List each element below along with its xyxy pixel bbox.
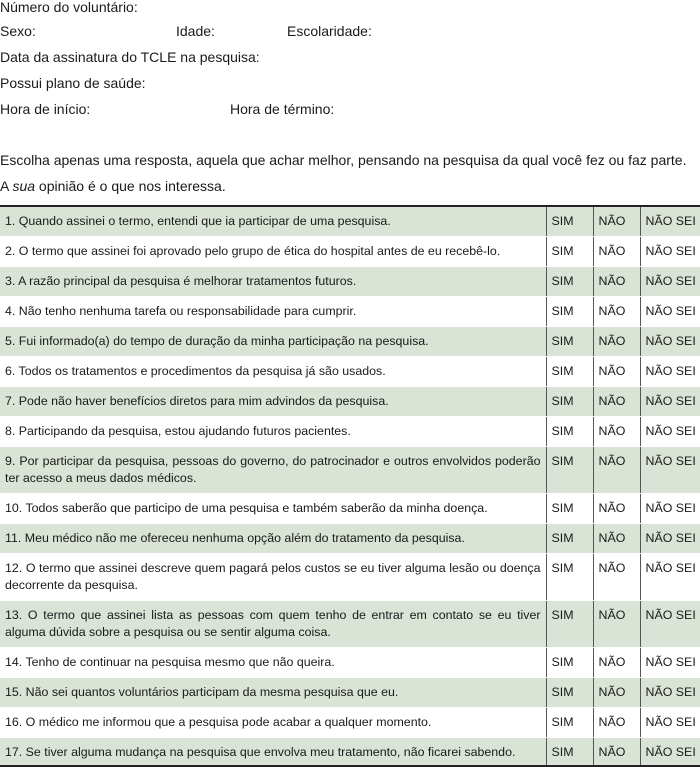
answer-dont-know[interactable]: NÃO SEI — [640, 738, 700, 767]
answer-no[interactable]: NÃO — [593, 494, 640, 524]
question-row — [0, 494, 700, 524]
question-row — [0, 708, 700, 738]
answer-dont-know[interactable]: NÃO SEI — [640, 447, 700, 494]
question-text: 11. Meu médico não me ofereceu nenhuma opção além do tratamento da pesquisa. — [0, 524, 546, 554]
answer-no[interactable]: NÃO — [593, 237, 640, 267]
question-text: 12. O termo que assinei descreve quem pagará pelos custos se eu tiver alguma lesão ou doença decorrente da pesquisa. — [0, 554, 546, 601]
answer-yes[interactable]: SIM — [546, 447, 593, 494]
answer-no[interactable]: NÃO — [593, 678, 640, 708]
question-row — [0, 648, 700, 678]
instructions-suffix: opinião é o que nos interessa. — [35, 178, 226, 194]
sex-field[interactable]: Sexo: — [0, 23, 36, 39]
answer-dont-know[interactable]: NÃO SEI — [640, 494, 700, 524]
answer-yes[interactable]: SIM — [546, 601, 593, 648]
question-text: 10. Todos saberão que participo de uma pesquisa e também saberão da minha doença. — [0, 494, 546, 524]
answer-no[interactable]: NÃO — [593, 417, 640, 447]
answer-dont-know[interactable]: NÃO SEI — [640, 267, 700, 297]
question-row — [0, 524, 700, 554]
question-row — [0, 357, 700, 387]
answer-dont-know[interactable]: NÃO SEI — [640, 648, 700, 678]
question-row — [0, 387, 700, 417]
question-text: 7. Pode não haver benefícios diretos para mim advindos da pesquisa. — [0, 387, 546, 417]
answer-no[interactable]: NÃO — [593, 206, 640, 237]
answer-no[interactable]: NÃO — [593, 297, 640, 327]
answer-yes[interactable]: SIM — [546, 524, 593, 554]
question-row — [0, 297, 700, 327]
answer-yes[interactable]: SIM — [546, 738, 593, 767]
answer-no[interactable]: NÃO — [593, 554, 640, 601]
question-row — [0, 554, 700, 601]
question-row — [0, 601, 700, 648]
answer-yes[interactable]: SIM — [546, 387, 593, 417]
question-row — [0, 417, 700, 447]
end-time-field[interactable]: Hora de término: — [230, 101, 335, 117]
answer-yes[interactable]: SIM — [546, 237, 593, 267]
instructions-line-1: Escolha apenas uma resposta, aquela que achar melhor, pensando na pesquisa da qual você fez ou faz parte. — [0, 152, 687, 168]
answer-dont-know[interactable]: NÃO SEI — [640, 554, 700, 601]
start-time-field[interactable]: Hora de início: — [0, 101, 91, 117]
answer-dont-know[interactable]: NÃO SEI — [640, 237, 700, 267]
question-row — [0, 206, 700, 237]
answer-no[interactable]: NÃO — [593, 357, 640, 387]
answer-yes[interactable]: SIM — [546, 267, 593, 297]
answer-yes[interactable]: SIM — [546, 417, 593, 447]
question-row — [0, 237, 700, 267]
answer-no[interactable]: NÃO — [593, 524, 640, 554]
question-text: 14. Tenho de continuar na pesquisa mesmo que não queira. — [0, 648, 546, 678]
answer-dont-know[interactable]: NÃO SEI — [640, 678, 700, 708]
answer-yes[interactable]: SIM — [546, 708, 593, 738]
question-text: 13. O termo que assinei lista as pessoas com quem tenho de entrar em contato se eu tiver alguma dúvida sobre a pesquisa ou se sentir alguma coisa. — [0, 601, 546, 648]
answer-no[interactable]: NÃO — [593, 327, 640, 357]
answer-no[interactable]: NÃO — [593, 447, 640, 494]
answer-dont-know[interactable]: NÃO SEI — [640, 357, 700, 387]
question-text: 9. Por participar da pesquisa, pessoas do governo, do patrocinador e outros envolvidos poderão ter acesso a meus dados médicos. — [0, 447, 546, 494]
health-plan-field[interactable]: Possui plano de saúde: — [0, 75, 146, 91]
answer-yes[interactable]: SIM — [546, 494, 593, 524]
answer-yes[interactable]: SIM — [546, 297, 593, 327]
answer-no[interactable]: NÃO — [593, 387, 640, 417]
answer-dont-know[interactable]: NÃO SEI — [640, 601, 700, 648]
question-text: 17. Se tiver alguma mudança na pesquisa que envolva meu tratamento, não ficarei sabendo. — [0, 738, 546, 767]
answer-dont-know[interactable]: NÃO SEI — [640, 417, 700, 447]
answer-dont-know[interactable]: NÃO SEI — [640, 327, 700, 357]
answer-yes[interactable]: SIM — [546, 678, 593, 708]
answer-dont-know[interactable]: NÃO SEI — [640, 387, 700, 417]
answer-dont-know[interactable]: NÃO SEI — [640, 297, 700, 327]
question-text: 15. Não sei quantos voluntários participam da mesma pesquisa que eu. — [0, 678, 546, 708]
question-text: 1. Quando assinei o termo, entendi que ia participar de uma pesquisa. — [0, 206, 546, 237]
questionnaire-table — [0, 205, 700, 767]
question-row — [0, 327, 700, 357]
age-field[interactable]: Idade: — [176, 23, 215, 39]
question-text: 5. Fui informado(a) do tempo de duração da minha participação na pesquisa. — [0, 327, 546, 357]
instructions-line-2 — [0, 178, 700, 194]
answer-dont-know[interactable]: NÃO SEI — [640, 206, 700, 237]
tcle-date-field[interactable]: Data da assinatura do TCLE na pesquisa: — [0, 49, 260, 65]
answer-yes[interactable]: SIM — [546, 327, 593, 357]
question-text: 6. Todos os tratamentos e procedimentos da pesquisa já são usados. — [0, 357, 546, 387]
instructions-emphasis: sua — [12, 178, 36, 194]
answer-no[interactable]: NÃO — [593, 601, 640, 648]
education-field[interactable]: Escolaridade: — [287, 23, 372, 39]
answer-yes[interactable]: SIM — [546, 357, 593, 387]
answer-dont-know[interactable]: NÃO SEI — [640, 524, 700, 554]
question-text: 2. O termo que assinei foi aprovado pelo grupo de ética do hospital antes de eu recebê-lo. — [0, 237, 546, 267]
answer-no[interactable]: NÃO — [593, 738, 640, 767]
question-text: 8. Participando da pesquisa, estou ajudando futuros pacientes. — [0, 417, 546, 447]
answer-no[interactable]: NÃO — [593, 267, 640, 297]
answer-yes[interactable]: SIM — [546, 554, 593, 601]
question-text: 4. Não tenho nenhuma tarefa ou responsabilidade para cumprir. — [0, 297, 546, 327]
answer-no[interactable]: NÃO — [593, 648, 640, 678]
question-row — [0, 678, 700, 708]
answer-dont-know[interactable]: NÃO SEI — [640, 708, 700, 738]
answer-yes[interactable]: SIM — [546, 648, 593, 678]
question-text: 3. A razão principal da pesquisa é melhorar tratamentos futuros. — [0, 267, 546, 297]
question-text: 16. O médico me informou que a pesquisa pode acabar a qualquer momento. — [0, 708, 546, 738]
answer-no[interactable]: NÃO — [593, 708, 640, 738]
question-row — [0, 447, 700, 494]
answer-yes[interactable]: SIM — [546, 206, 593, 237]
instructions-prefix: A — [0, 178, 13, 194]
question-row — [0, 267, 700, 297]
volunteer-number-field[interactable]: Número do voluntário: — [0, 0, 138, 15]
question-row — [0, 738, 700, 767]
